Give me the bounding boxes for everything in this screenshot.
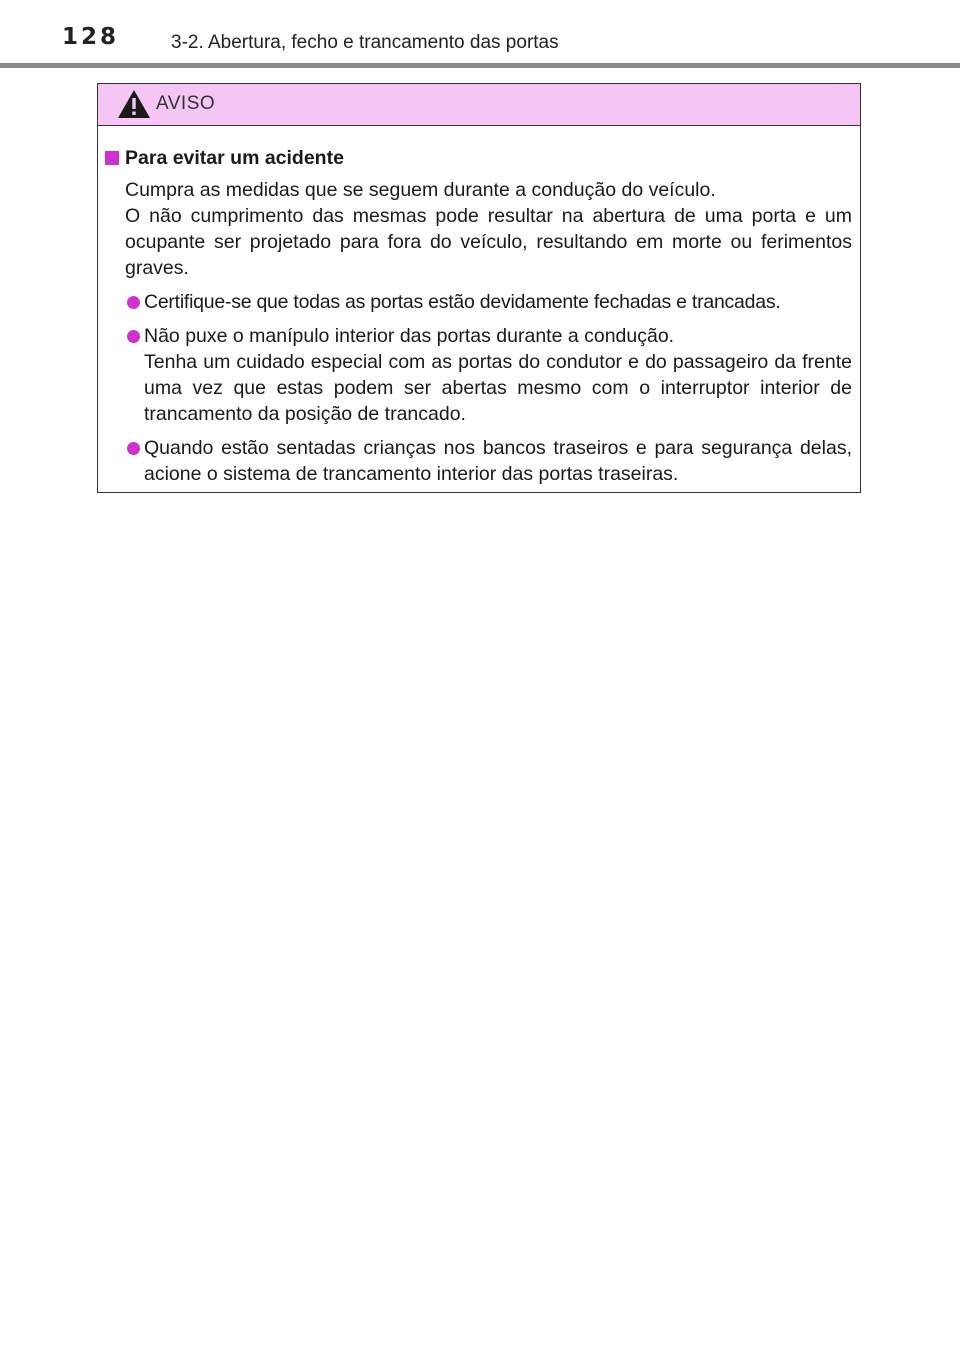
- topic-heading: [104, 145, 852, 171]
- list-item: [104, 289, 852, 315]
- intro-paragraph: Cumpra as medidas que se seguem durante a condução do veículo.: [125, 179, 716, 201]
- bullet-text: Quando estão sentadas crianças nos bancos traseiros e para segurança delas, acione o sistema de trancamento interior das portas traseiras.: [144, 437, 852, 485]
- bullet-text: Tenha um cuidado especial com as portas do condutor e do passageiro da frente uma vez que estas podem ser abertas mesmo com o interruptor interior de trancamento da posição de trancado.: [144, 351, 852, 425]
- bullet-dot-icon: [127, 296, 140, 309]
- header-rule: [0, 63, 960, 68]
- bullet-text: Não puxe o manípulo interior das portas durante a condução.: [144, 325, 675, 347]
- warning-header: [98, 84, 860, 126]
- intro-paragraph: O não cumprimento das mesmas pode resultar na abertura de uma porta e um ocupante ser projetado para fora do veículo, resultando em morte ou ferimentos graves.: [125, 205, 852, 279]
- topic-text: Para evitar um acidente: [125, 147, 344, 169]
- square-marker-icon: [105, 151, 119, 165]
- warning-body: [98, 126, 860, 487]
- bullet-dot-icon: [127, 330, 140, 343]
- bullet-dot-icon: [127, 442, 140, 455]
- bullet-list: [104, 289, 852, 487]
- list-item: [104, 323, 852, 427]
- intro-text: [104, 177, 852, 281]
- page-number: 128: [62, 24, 120, 50]
- warning-triangle-icon: [117, 89, 151, 119]
- warning-box: [97, 83, 861, 493]
- section-title: 3-2. Abertura, fecho e trancamento das portas: [171, 32, 559, 53]
- bullet-text: Certifique-se que todas as portas estão devidamente fechadas e trancadas.: [144, 291, 781, 313]
- warning-label: AVISO: [156, 93, 216, 114]
- list-item: [104, 435, 852, 487]
